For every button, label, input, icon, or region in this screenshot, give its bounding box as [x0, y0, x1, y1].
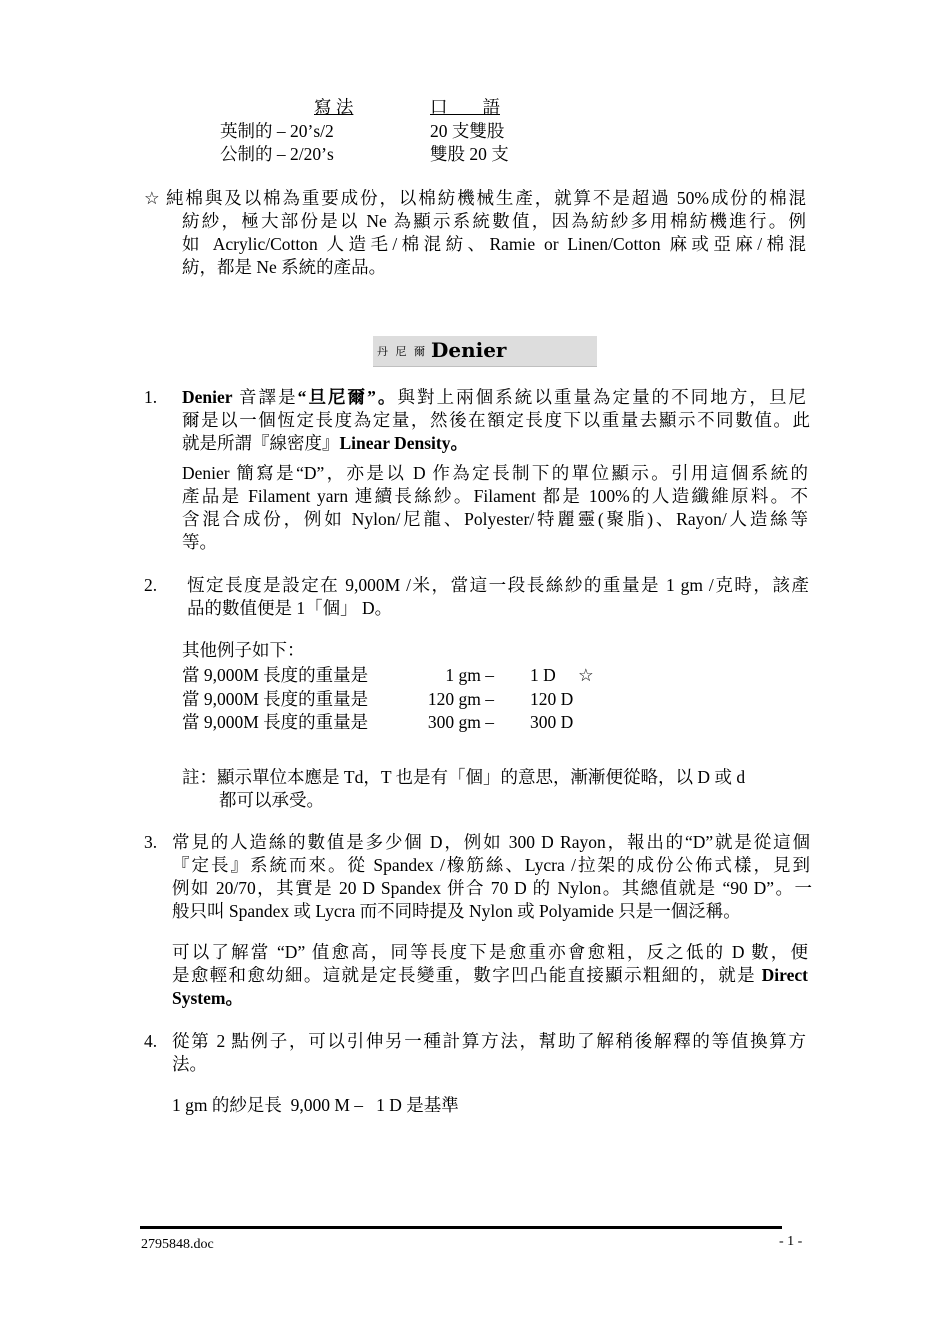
star-note-line: 紡，都是 Ne 系統的產品。: [182, 257, 387, 277]
footer-page-number: - 1 -: [779, 1234, 803, 1249]
item-number: 4.: [144, 1031, 158, 1051]
footer-filename: 2795848.doc: [141, 1237, 214, 1252]
table-row-written: 英制的 – 20’s/2: [220, 121, 334, 141]
note-line: 都可以承受。: [219, 790, 324, 810]
col-header-spoken: 口 語: [430, 97, 500, 117]
star-note-line: 如 Acrylic/Cotton 人造毛/棉混紡、Ramie or Linen/Cotton 麻或亞麻/棉混: [182, 234, 806, 254]
item3-line: 『定長』系統而來。從 Spandex /橡筋絲、Lycra /拉架的成份公佈式樣，見到: [172, 855, 810, 875]
example-result: 300 D: [530, 712, 574, 732]
star-icon: ☆: [578, 665, 594, 685]
item1-para-line: Denier 簡寫是“D”，亦是以 D 作為定長制下的單位顯示。引用這個系統的: [182, 463, 808, 483]
footer-rule: [140, 1226, 782, 1229]
col-header-written: 寫 法: [314, 97, 354, 117]
table-row-spoken: 雙股 20 支: [430, 144, 509, 164]
item2-line: 品的數值便是 1「個」 D。: [187, 598, 393, 618]
section-heading: [373, 336, 597, 367]
item1-line: 爾是以一個恆定長度為定量，然後在額定長度下以重量去顯示不同數值。此: [182, 410, 810, 430]
item3-para-line: System。: [172, 988, 243, 1008]
item4-line: 從第 2 點例子，可以引伸另一種計算方法，幫助了解稍後解釋的等值換算方: [172, 1031, 806, 1051]
note-line: 註：顯示單位本應是 Td，T 也是有「個」的意思，漸漸便從略，以 D 或 d: [182, 767, 746, 787]
item3-para-line: 可以了解當 “D” 值愈高，同等長度下是愈重亦會愈粗，反之低的 D 數，便: [172, 942, 808, 962]
item1-para-line: 等。: [182, 532, 217, 552]
item3-line: 例如 20/70，其實是 20 D Spandex 併合 70 D 的 Nylon。其總值就是 “90 D”。一: [172, 878, 812, 898]
item1-line: 就是所謂『線密度』Linear Density。: [182, 433, 468, 453]
item1-para-line: 含混合成份，例如 Nylon/尼龍、Polyester/特麗靈(聚脂)、Rayon/人造絲等: [182, 509, 808, 529]
item-number: 2.: [144, 575, 158, 595]
section-heading-title: Denier: [431, 338, 507, 362]
example-result: 1 D: [530, 665, 556, 685]
example-weight: 120 gm –: [427, 689, 494, 709]
table-row-spoken: 20 支雙股: [430, 121, 505, 141]
example-label: 當 9,000M 長度的重量是: [182, 712, 369, 732]
example-label: 當 9,000M 長度的重量是: [182, 665, 369, 685]
star-note-line: 紡紗，極大部份是以 Ne 為顯示系統數值，因為紡紗多用棉紡機進行。例: [182, 211, 806, 231]
examples-title: 其他例子如下：: [182, 640, 305, 660]
item2-line: 恆定長度是設定在 9,000M /米，當這一段長絲紗的重量是 1 gm /克時，該產: [187, 575, 809, 595]
item4-line: 法。: [172, 1054, 207, 1074]
item-number: 1.: [144, 387, 158, 407]
example-weight: 300 gm –: [427, 712, 494, 732]
star-icon: ☆: [144, 188, 160, 208]
item3-line: 常見的人造絲的數值是多少個 D，例如 300 D Rayon，報出的“D”就是從這個: [172, 832, 810, 852]
table-row-written: 公制的 – 2/20’s: [220, 144, 334, 164]
item3-para-line: 是愈輕和愈幼細。這就是定長變重，數字凹凸能直接顯示粗細的，就是 Direct: [172, 965, 808, 985]
item4-baseline: 1 gm 的紗足長 9,000 M – 1 D 是基準: [172, 1095, 459, 1115]
example-label: 當 9,000M 長度的重量是: [182, 689, 369, 709]
star-note-line: 純棉與及以棉為重要成份，以棉紡機械生產，就算不是超過 50%成份的棉混: [166, 188, 806, 208]
example-weight: 1 gm –: [445, 665, 494, 685]
section-heading-chinese: 丹 尼 爾: [377, 345, 427, 358]
item1-line: Denier 音譯是“旦尼爾”。與對上兩個系統以重量為定量的不同地方，旦尼: [182, 387, 807, 407]
item3-line: 般只叫 Spandex 或 Lycra 而不同時提及 Nylon 或 Polyamide 只是一個泛稱。: [172, 901, 741, 921]
item1-para-line: 產品是 Filament yarn 連續長絲紗。Filament 都是 100%的人造纖維原料。不: [182, 486, 808, 506]
item-number: 3.: [144, 832, 158, 852]
example-result: 120 D: [530, 689, 574, 709]
